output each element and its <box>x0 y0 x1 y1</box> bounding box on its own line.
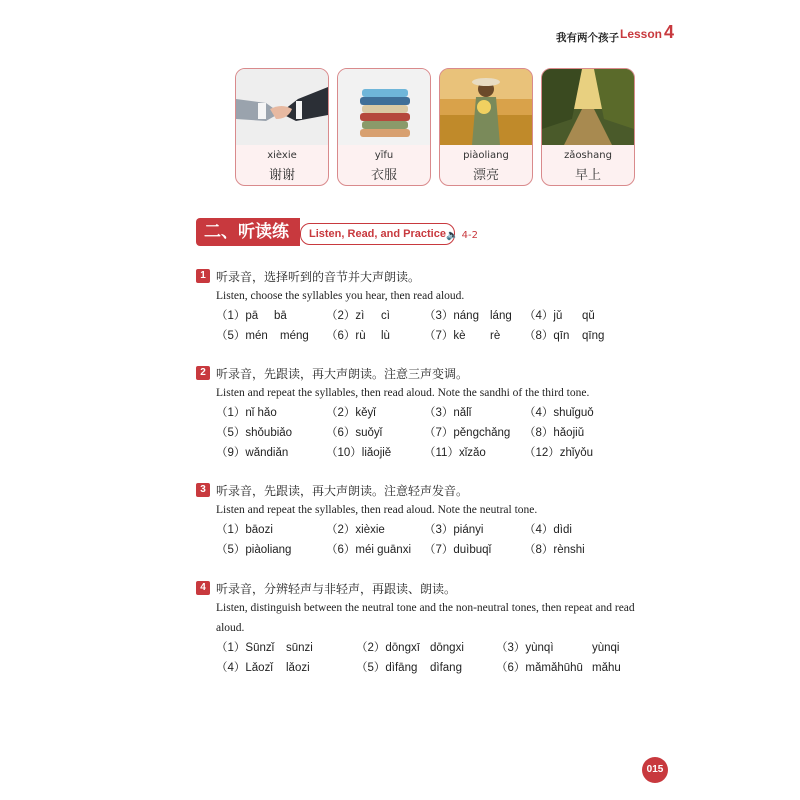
item: （8）hǎojiǔ <box>524 427 585 439</box>
exercise-3 <box>196 482 646 560</box>
speaker-icon: 🔈 <box>446 230 459 241</box>
running-header: 我有两个孩子 <box>556 32 619 44</box>
exercise-2 <box>196 365 646 463</box>
exercise-number: 3 <box>196 483 210 497</box>
item: （5）piàoliang <box>216 544 292 556</box>
item: （11）xǐzǎo <box>424 447 486 459</box>
exercise-1 <box>196 268 646 346</box>
item: （3）yùnqì yùnqi <box>496 642 620 654</box>
item-row <box>216 443 646 463</box>
item: （8）rènshi <box>524 544 585 556</box>
exercise-4 <box>196 580 646 678</box>
item: （10）liǎojiě <box>326 447 392 459</box>
item: （5）dìfāng dìfang <box>356 662 462 674</box>
audio-track[interactable] <box>446 230 478 241</box>
card-pinyin: piàoliang <box>463 150 509 161</box>
exercise-instruction-zh: 听录音，选择听到的音节并大声朗读。 <box>216 270 421 284</box>
vocab-cards <box>235 68 635 186</box>
item: （7）pěngchǎng <box>424 427 511 439</box>
exercise-instruction-zh: 听录音，先跟读，再大声朗读。注意轻声发音。 <box>216 484 469 498</box>
item: （3）náng láng <box>424 310 512 322</box>
exercise-number: 4 <box>196 581 210 595</box>
item: （5）mén méng <box>216 330 309 342</box>
item-row <box>216 520 646 540</box>
item: （7）duìbuqǐ <box>424 544 492 556</box>
item: （3）nǎlǐ <box>424 407 472 419</box>
item: （4）shuǐguǒ <box>524 407 594 419</box>
item-row <box>216 326 646 346</box>
card-pinyin: xièxie <box>267 150 297 161</box>
item: （6）rù lù <box>326 330 390 342</box>
item: （1）Sūnzǐ sūnzi <box>216 642 313 654</box>
item: （6）méi guānxi <box>326 544 412 556</box>
card-pinyin: zǎoshang <box>564 150 612 161</box>
item: （9）wǎndiǎn <box>216 447 289 459</box>
vocab-card-yifu <box>337 68 431 186</box>
item: （2）dōngxī dōngxi <box>356 642 464 654</box>
item: （4）jǔ qǔ <box>524 310 595 322</box>
item-row <box>216 540 646 560</box>
section-title-en: Listen, Read, and Practice <box>300 223 455 245</box>
card-hanzi: 衣服 <box>370 168 397 183</box>
girl-flowers-photo-icon <box>440 69 532 145</box>
item: （7）kè rè <box>424 330 501 342</box>
item: （1）nǐ hǎo <box>216 407 277 419</box>
exercise-number: 2 <box>196 366 210 380</box>
section-title-zh: 二、听读练 <box>196 218 300 246</box>
folded-clothes-photo-icon <box>338 69 430 145</box>
item: （12）zhǐyǒu <box>524 447 594 459</box>
item: （4）dìdi <box>524 524 572 536</box>
exercise-instruction-zh: 听录音，先跟读，再大声朗读。注意三声变调。 <box>216 367 469 381</box>
item: （2）zì cì <box>326 310 390 322</box>
item: （6）suǒyǐ <box>326 427 383 439</box>
item-row <box>216 403 646 423</box>
page-number: 015 <box>642 757 668 783</box>
item-row <box>216 423 646 443</box>
morning-road-photo-icon <box>542 69 634 145</box>
exercise-instruction-zh: 听录音，分辨轻声与非轻声，再跟读、朗读。 <box>216 582 457 596</box>
lesson-label <box>620 22 674 43</box>
lesson-number: 4 <box>664 22 675 42</box>
vocab-card-piaoliang <box>439 68 533 186</box>
vocab-card-xiexie <box>235 68 329 186</box>
handshake-photo-icon <box>236 69 328 145</box>
card-pinyin: yīfu <box>374 150 394 161</box>
item: （4）Lǎozǐ lǎozi <box>216 662 310 674</box>
item-row <box>216 306 646 326</box>
card-hanzi: 谢谢 <box>268 168 295 183</box>
item: （2）kěyǐ <box>326 407 376 419</box>
item-row <box>216 638 646 658</box>
item: （5）shǒubiǎo <box>216 427 293 439</box>
exercise-number: 1 <box>196 269 210 283</box>
item: （2）xièxie <box>326 524 385 536</box>
lesson-word: Lesson <box>620 27 663 41</box>
item: （1）pā bā <box>216 310 287 322</box>
card-hanzi: 早上 <box>574 168 601 183</box>
exercise-instruction-en: Listen and repeat the syllables, then read aloud. Note the neutral tone. <box>216 504 538 516</box>
audio-track-number: 4-2 <box>461 230 478 241</box>
card-hanzi: 漂亮 <box>472 168 499 183</box>
item: （3）piányi <box>424 524 484 536</box>
exercise-instruction-en: Listen, choose the syllables you hear, then read aloud. <box>216 290 465 302</box>
vocab-card-zaoshang <box>541 68 635 186</box>
exercise-instruction-en: Listen, distinguish between the neutral tone and the non-neutral tones, then repeat and read aloud. <box>216 602 635 634</box>
exercise-instruction-en: Listen and repeat the syllables, then read aloud. Note the sandhi of the third tone. <box>216 387 590 399</box>
item: （6）mǎmǎhūhū mǎhu <box>496 662 621 674</box>
item-row <box>216 658 646 678</box>
item: （1）bāozi <box>216 524 273 536</box>
item: （8）qīn qīng <box>524 330 605 342</box>
